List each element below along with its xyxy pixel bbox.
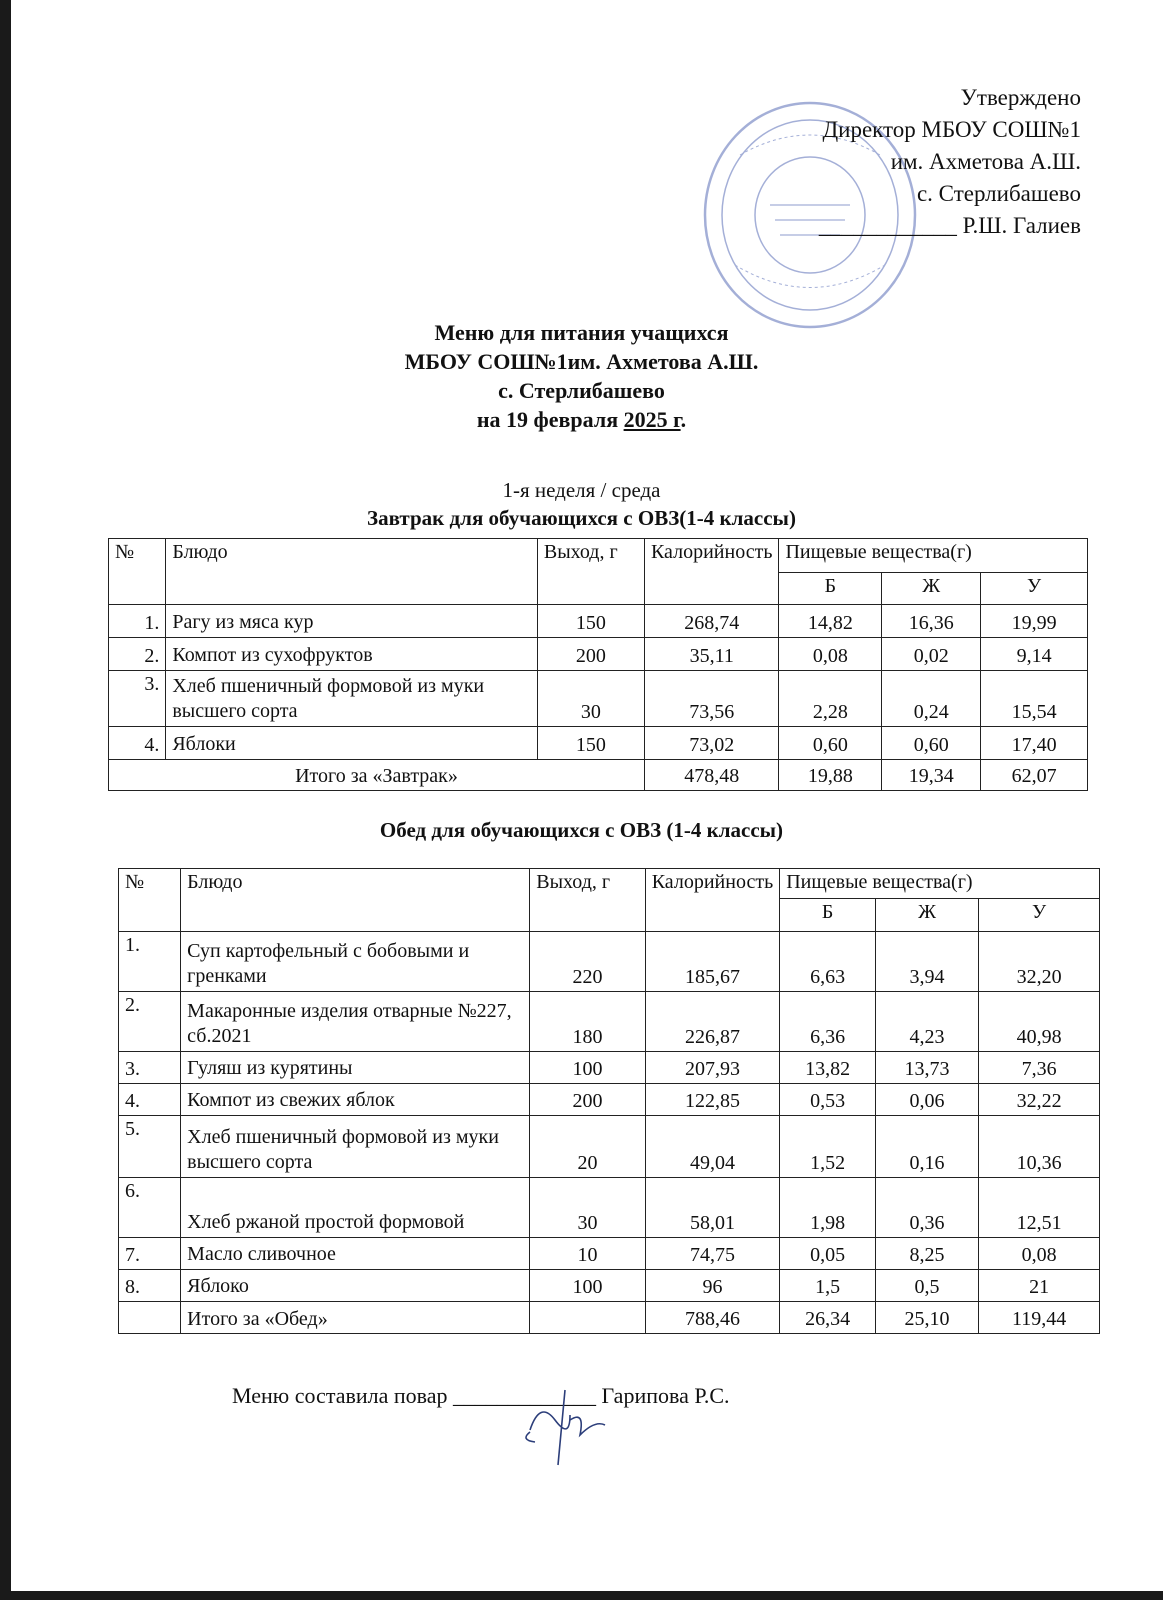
title-date-suffix: . bbox=[680, 407, 687, 432]
dish-calories: 268,74 bbox=[644, 605, 778, 638]
week-day-label: 1-я неделя / среда bbox=[502, 478, 661, 502]
dish-calories: 73,56 bbox=[644, 671, 778, 727]
breakfast-header-calories: Калорийность bbox=[644, 539, 778, 605]
row-number: 4. bbox=[109, 727, 166, 760]
breakfast-header-zh: Ж bbox=[882, 573, 981, 605]
total-row bbox=[119, 1302, 1100, 1334]
dish-protein: 14,82 bbox=[779, 605, 882, 638]
dish-protein: 0,08 bbox=[779, 638, 882, 671]
table-row bbox=[119, 932, 1100, 992]
table-row bbox=[109, 727, 1088, 760]
dish-protein: 13,82 bbox=[780, 1052, 876, 1084]
dish-protein: 6,63 bbox=[780, 932, 876, 992]
dish-protein: 2,28 bbox=[779, 671, 882, 727]
row-number: 4. bbox=[119, 1084, 181, 1116]
total-carbs: 62,07 bbox=[981, 760, 1088, 791]
dish-yield: 150 bbox=[537, 727, 644, 760]
dish-name: Суп картофельный с бобовыми и гренками bbox=[181, 932, 530, 992]
dish-name: Макаронные изделия отварные №227, сб.2021 bbox=[181, 992, 530, 1052]
dish-yield: 150 bbox=[537, 605, 644, 638]
footer-signature-line: _____________ bbox=[453, 1383, 597, 1408]
dish-protein: 1,98 bbox=[780, 1178, 876, 1238]
table-row bbox=[119, 992, 1100, 1052]
breakfast-header-u: У bbox=[981, 573, 1088, 605]
dish-yield: 10 bbox=[530, 1238, 645, 1270]
total-row bbox=[109, 760, 1088, 791]
approval-village: с. Стерлибашево bbox=[916, 181, 1081, 206]
lunch-header-yield: Выход, г bbox=[530, 869, 645, 932]
footer-cook-name: Гарипова Р.С. bbox=[601, 1383, 730, 1408]
approval-school-name: им. Ахметова А.Ш. bbox=[890, 149, 1081, 174]
dish-calories: 207,93 bbox=[645, 1052, 779, 1084]
dish-fat: 8,25 bbox=[875, 1238, 978, 1270]
dish-fat: 0,16 bbox=[875, 1116, 978, 1178]
lunch-section-title: Обед для обучающихся с ОВЗ (1-4 классы) bbox=[379, 818, 784, 842]
dish-name: Масло сливочное bbox=[181, 1238, 530, 1270]
dish-fat: 0,24 bbox=[882, 671, 981, 727]
dish-calories: 96 bbox=[645, 1270, 779, 1302]
dish-yield: 180 bbox=[530, 992, 645, 1052]
dish-carbs: 17,40 bbox=[981, 727, 1088, 760]
row-number: 1. bbox=[109, 605, 166, 638]
breakfast-header-nutrients: Пищевые вещества(г) bbox=[779, 539, 1088, 573]
row-number: 8. bbox=[119, 1270, 181, 1302]
dish-yield: 100 bbox=[530, 1052, 645, 1084]
dish-name: Хлеб ржаной простой формовой bbox=[181, 1178, 530, 1238]
dish-fat: 0,5 bbox=[875, 1270, 978, 1302]
dish-carbs: 40,98 bbox=[979, 992, 1100, 1052]
dish-carbs: 10,36 bbox=[979, 1116, 1100, 1178]
total-protein: 26,34 bbox=[780, 1302, 876, 1334]
total-calories: 788,46 bbox=[645, 1302, 779, 1334]
breakfast-header-no: № bbox=[109, 539, 166, 605]
scan-edge-bottom bbox=[0, 1591, 1163, 1600]
dish-name: Компот из сухофруктов bbox=[166, 638, 538, 671]
dish-fat: 16,36 bbox=[882, 605, 981, 638]
approval-heading: Утверждено bbox=[960, 85, 1081, 110]
footer-compiled-by bbox=[232, 1383, 730, 1409]
handwritten-signature bbox=[510, 1380, 620, 1470]
dish-carbs: 32,22 bbox=[979, 1084, 1100, 1116]
dish-fat: 4,23 bbox=[875, 992, 978, 1052]
breakfast-header-b: Б bbox=[779, 573, 882, 605]
total-empty-cell bbox=[119, 1302, 181, 1334]
dish-protein: 0,60 bbox=[779, 727, 882, 760]
dish-calories: 185,67 bbox=[645, 932, 779, 992]
dish-protein: 0,53 bbox=[780, 1084, 876, 1116]
dish-protein: 1,52 bbox=[780, 1116, 876, 1178]
approval-signature-line: ____________ Р.Ш. Галиев bbox=[818, 213, 1081, 238]
lunch-header-calories: Калорийность bbox=[645, 869, 779, 932]
approval-position: Директор МБОУ СОШ№1 bbox=[822, 117, 1081, 142]
total-calories: 478,48 bbox=[644, 760, 778, 791]
dish-yield: 100 bbox=[530, 1270, 645, 1302]
dish-name: Хлеб пшеничный формовой из муки высшего сорта bbox=[166, 671, 538, 727]
approval-block bbox=[819, 82, 1081, 242]
dish-carbs: 21 bbox=[979, 1270, 1100, 1302]
table-row bbox=[119, 1178, 1100, 1238]
dish-fat: 0,60 bbox=[882, 727, 981, 760]
row-number: 3. bbox=[109, 671, 166, 727]
dish-calories: 35,11 bbox=[644, 638, 778, 671]
table-row bbox=[109, 638, 1088, 671]
breakfast-table bbox=[108, 538, 1088, 791]
dish-calories: 58,01 bbox=[645, 1178, 779, 1238]
dish-calories: 226,87 bbox=[645, 992, 779, 1052]
title-line-1: Меню для питания учащихся bbox=[434, 320, 729, 345]
dish-protein: 0,05 bbox=[780, 1238, 876, 1270]
dish-name: Гуляш из курятины bbox=[181, 1052, 530, 1084]
total-label: Итого за «Завтрак» bbox=[109, 760, 645, 791]
breakfast-section-title: Завтрак для обучающихся с ОВЗ(1-4 классы) bbox=[367, 506, 796, 530]
lunch-header-u: У bbox=[979, 899, 1100, 932]
dish-yield: 200 bbox=[530, 1084, 645, 1116]
dish-name: Яблоки bbox=[166, 727, 538, 760]
dish-yield: 30 bbox=[537, 671, 644, 727]
dish-yield: 220 bbox=[530, 932, 645, 992]
lunch-header-nutrients: Пищевые вещества(г) bbox=[780, 869, 1100, 899]
dish-carbs: 7,36 bbox=[979, 1052, 1100, 1084]
table-row bbox=[119, 1084, 1100, 1116]
dish-fat: 0,06 bbox=[875, 1084, 978, 1116]
total-protein: 19,88 bbox=[779, 760, 882, 791]
total-label: Итого за «Обед» bbox=[181, 1302, 530, 1334]
table-row bbox=[119, 1116, 1100, 1178]
dish-carbs: 15,54 bbox=[981, 671, 1088, 727]
document-title bbox=[0, 318, 1163, 434]
dish-fat: 13,73 bbox=[875, 1052, 978, 1084]
dish-calories: 74,75 bbox=[645, 1238, 779, 1270]
dish-protein: 1,5 bbox=[780, 1270, 876, 1302]
lunch-table bbox=[118, 868, 1100, 1334]
title-date-year: 2025 г bbox=[623, 407, 681, 432]
dish-name: Компот из свежих яблок bbox=[181, 1084, 530, 1116]
breakfast-header-dish: Блюдо bbox=[166, 539, 538, 605]
total-fat: 19,34 bbox=[882, 760, 981, 791]
lunch-header-zh: Ж bbox=[875, 899, 978, 932]
dish-carbs: 32,20 bbox=[979, 932, 1100, 992]
dish-calories: 49,04 bbox=[645, 1116, 779, 1178]
dish-calories: 73,02 bbox=[644, 727, 778, 760]
dish-fat: 0,02 bbox=[882, 638, 981, 671]
row-number: 3. bbox=[119, 1052, 181, 1084]
table-row bbox=[109, 605, 1088, 638]
lunch-header-dish: Блюдо bbox=[181, 869, 530, 932]
row-number: 7. bbox=[119, 1238, 181, 1270]
row-number: 1. bbox=[119, 932, 181, 992]
dish-fat: 3,94 bbox=[875, 932, 978, 992]
dish-carbs: 9,14 bbox=[981, 638, 1088, 671]
table-row bbox=[109, 671, 1088, 727]
title-line-3: с. Стерлибашево bbox=[498, 378, 665, 403]
dish-carbs: 12,51 bbox=[979, 1178, 1100, 1238]
row-number: 5. bbox=[119, 1116, 181, 1178]
dish-name: Яблоко bbox=[181, 1270, 530, 1302]
dish-carbs: 0,08 bbox=[979, 1238, 1100, 1270]
total-carbs: 119,44 bbox=[979, 1302, 1100, 1334]
dish-name: Рагу из мяса кур bbox=[166, 605, 538, 638]
row-number: 2. bbox=[119, 992, 181, 1052]
total-yield-empty bbox=[530, 1302, 645, 1334]
scan-edge-left bbox=[0, 0, 11, 1600]
dish-protein: 6,36 bbox=[780, 992, 876, 1052]
row-number: 2. bbox=[109, 638, 166, 671]
dish-yield: 20 bbox=[530, 1116, 645, 1178]
dish-yield: 200 bbox=[537, 638, 644, 671]
footer-label: Меню составила повар bbox=[232, 1383, 448, 1408]
dish-fat: 0,36 bbox=[875, 1178, 978, 1238]
dish-name: Хлеб пшеничный формовой из муки высшего сорта bbox=[181, 1116, 530, 1178]
title-line-2: МБОУ СОШ№1им. Ахметова А.Ш. bbox=[404, 349, 759, 374]
row-number: 6. bbox=[119, 1178, 181, 1238]
dish-carbs: 19,99 bbox=[981, 605, 1088, 638]
total-fat: 25,10 bbox=[875, 1302, 978, 1334]
table-row bbox=[119, 1270, 1100, 1302]
lunch-header-b: Б bbox=[780, 899, 876, 932]
title-date bbox=[0, 405, 1163, 434]
dish-calories: 122,85 bbox=[645, 1084, 779, 1116]
table-row bbox=[119, 1238, 1100, 1270]
table-row bbox=[119, 1052, 1100, 1084]
lunch-header-no: № bbox=[119, 869, 181, 932]
title-date-prefix: на 19 февраля bbox=[476, 407, 624, 432]
breakfast-header-yield: Выход, г bbox=[537, 539, 644, 605]
dish-yield: 30 bbox=[530, 1178, 645, 1238]
